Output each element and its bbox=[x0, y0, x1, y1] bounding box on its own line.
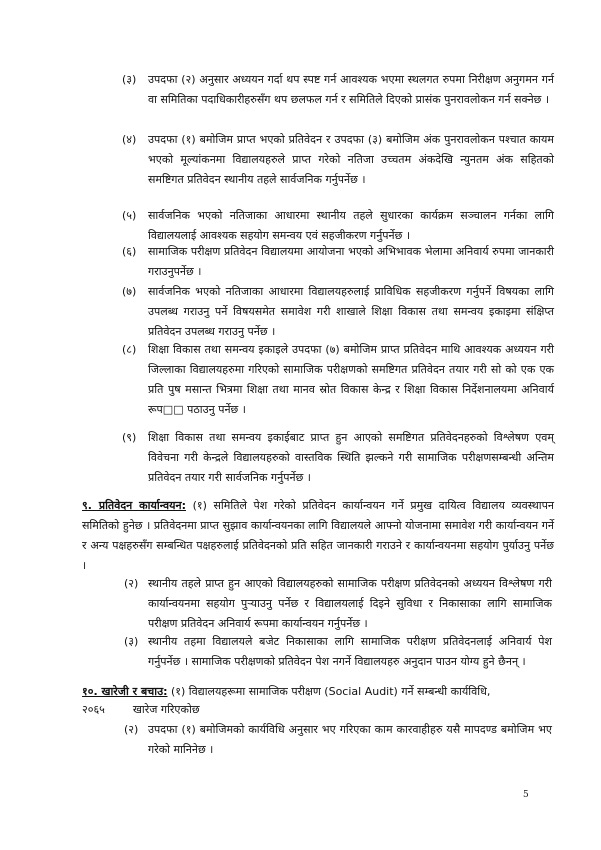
section-9-clause-3 bbox=[126, 632, 552, 672]
section-10-heading: १०. खारेजी र बचाउ: bbox=[82, 685, 168, 698]
page-number: 5 bbox=[523, 790, 529, 800]
clause-text: सामाजिक परीक्षण प्रतिवेदन विद्यालयमा आयोजना भएको अभिभावक भेलामा अनिवार्य रुपमा जानकारी गराउनुपर्नेछ । bbox=[148, 245, 554, 278]
section-10-continuation bbox=[82, 700, 200, 720]
clause-8 bbox=[124, 340, 554, 420]
clause-text: स्थानीय तहमा विद्यालयले बजेट निकासाका लागि सामाजिक परीक्षण प्रतिवेदनलाई अनिवार्य पेश गर्नुपर्नेछ । सामाजिक परीक्षणको प्रतिवेदन पेश नगर्ने विद्यालयहरु अनुदान पाउन योग्य हुने छैनन् । bbox=[148, 635, 552, 668]
clause-number: (३) bbox=[124, 635, 139, 648]
clause-text: उपदफा (१) बमोजिम प्राप्त भएको प्रतिवेदन र उपदफा (३) बमोजिम अंक पुनरावलोकन पश्चात कायम भएको मूल्यांकनमा विद्यालयहरुले प्राप्त गरेको नतिजा उच्चतम अंकदेखि न्युनतम अंक सहितको समष्टिगत प्रतिवेदन स्थानीय तहले सार्वजनिक गर्नुपर्नेछ । bbox=[148, 133, 554, 186]
section-10-text: (१) विद्यालयहरूमा सामाजिक परीक्षण (Social Audit) गर्ने सम्बन्धी कार्यविधि, bbox=[167, 685, 491, 698]
section-10-clause-2 bbox=[126, 720, 552, 760]
section-10-paragraph bbox=[82, 682, 554, 702]
clause-number: (९) bbox=[122, 431, 137, 444]
clause-number: (८) bbox=[122, 343, 137, 356]
clause-9 bbox=[124, 428, 554, 488]
clause-4 bbox=[124, 130, 554, 190]
clause-text: शिक्षा विकास तथा समन्वय इकाईबाट प्राप्त हुन आएको समष्टिगत प्रतिवेदनहरुको विश्लेषण एवम् विवेचना गरी केन्द्रले विद्यालयहरुको वास्तविक स्थिति झल्कने गरी सामाजिक परीक्षणसम्बन्धी अन्तिम प्रतिवेदन तयार गरी सार्वजनिक गर्नुपर्नेछ । bbox=[148, 431, 554, 484]
section-9-paragraph bbox=[82, 496, 554, 576]
clause-text: उपदफा (१) बमोजिमको कार्यविधि अनुसार भए गरिएका काम कारवाहीहरु यसै मापदण्ड बमोजिम भए गरेको मानिनेछ । bbox=[148, 723, 552, 756]
clause-5 bbox=[124, 206, 554, 246]
clause-text: सार्वजनिक भएको नतिजाका आधारमा विद्यालयहरुलाई प्राविधिक सहजीकरण गर्नुपर्ने विषयका लागि उपलब्ध गराउनु पर्ने विषयसमेत समावेश गरी शाखाले शिक्षा विकास तथा समन्वय इकाइमा संक्षिप्त प्रतिवेदन उपलब्ध गराउनु पर्नेछ । bbox=[148, 285, 554, 338]
clause-number: (७) bbox=[122, 285, 137, 298]
clause-7 bbox=[124, 282, 554, 342]
clause-text: उपदफा (२) अनुसार अध्ययन गर्दा थप स्पष्ट गर्न आवश्यक भएमा स्थलगत रुपमा निरीक्षण अनुगमन गर्न वा समितिका पदाधिकारीहरुसँग थप छलफल गर्न र समितिले दिएको प्रासंक पुनरावलोकन गर्न सक्नेछ । bbox=[148, 73, 554, 106]
clause-text: शिक्षा विकास तथा समन्वय इकाइले उपदफा (७) बमोजिम प्राप्त प्रतिवेदन माथि आवश्यक अध्ययन गरी जिल्लाका विद्यालयहरुमा गरिएको सामाजिक परीक्षणको समष्टिगत प्रतिवेदन तयार गरी सो को एक एक प्रति पुष मसान्त भित्रमा शिक्षा तथा मानव स्रोत विकास केन्द्र र शिक्षा विकास निर्देशनालयमा अनिवार्य रूप□□ पठाउनु पर्नेछ । bbox=[148, 343, 554, 416]
clause-number: (२) bbox=[124, 723, 139, 736]
section-9-heading: ९. प्रतिवेदन कार्यान्वयन: bbox=[82, 499, 186, 512]
clause-text: सार्वजनिक भएको नतिजाका आधारमा स्थानीय तहले सुधारका कार्यक्रम सञ्चालन गर्नका लागि विद्यालयलाई आवश्यक सहयोग समन्वय एवं सहजीकरण गर्नुपर्नेछ । bbox=[148, 209, 554, 242]
clause-number: (५) bbox=[122, 209, 137, 222]
section-9-text: (१) समितिले पेश गरेको प्रतिवेदन कार्यान्वयन गर्ने प्रमुख दायित्व विद्यालय व्यवस्थापन समितिको हुनेछ । प्रतिवेदनमा प्राप्त सुझाव कार्यान्वयनका लागि विद्यालयले आफ्नो योजनामा समावेश गरी कार्यान्वयन गर्ने र अन्य पक्षहरुसँग सम्बन्धित पक्षहरुलाई प्रतिवेदनको प्रति सहित जानकारी गराउने र कार्यान्वयनमा सहयोग पुर्याउनु पर्नेछ । bbox=[82, 499, 554, 572]
repealed-text: खारेज गरिएकोछ bbox=[132, 703, 200, 716]
section-9-clause-2 bbox=[126, 574, 552, 634]
clause-text: स्थानीय तहले प्राप्त हुन आएको विद्यालयहरुको सामाजिक परीक्षण प्रतिवेदनको अध्ययन विश्लेषण गरी कार्यान्वयनमा सहयोग पुऱ्याउनु पर्नेछ र विद्यालयलाई दिइने सुविधा र निकासाका लागि सामाजिक परीक्षण प्रतिवेदन अनिवार्य रूपमा कार्यान्वयन गर्नुपर्नेछ । bbox=[148, 577, 552, 630]
repealed-year: २०६५ bbox=[82, 703, 105, 716]
clause-number: (४) bbox=[122, 133, 137, 146]
clause-6 bbox=[124, 242, 554, 282]
clause-number: (३) bbox=[122, 73, 137, 86]
clause-3 bbox=[124, 70, 554, 110]
clause-number: (६) bbox=[122, 245, 137, 258]
clause-number: (२) bbox=[124, 577, 139, 590]
